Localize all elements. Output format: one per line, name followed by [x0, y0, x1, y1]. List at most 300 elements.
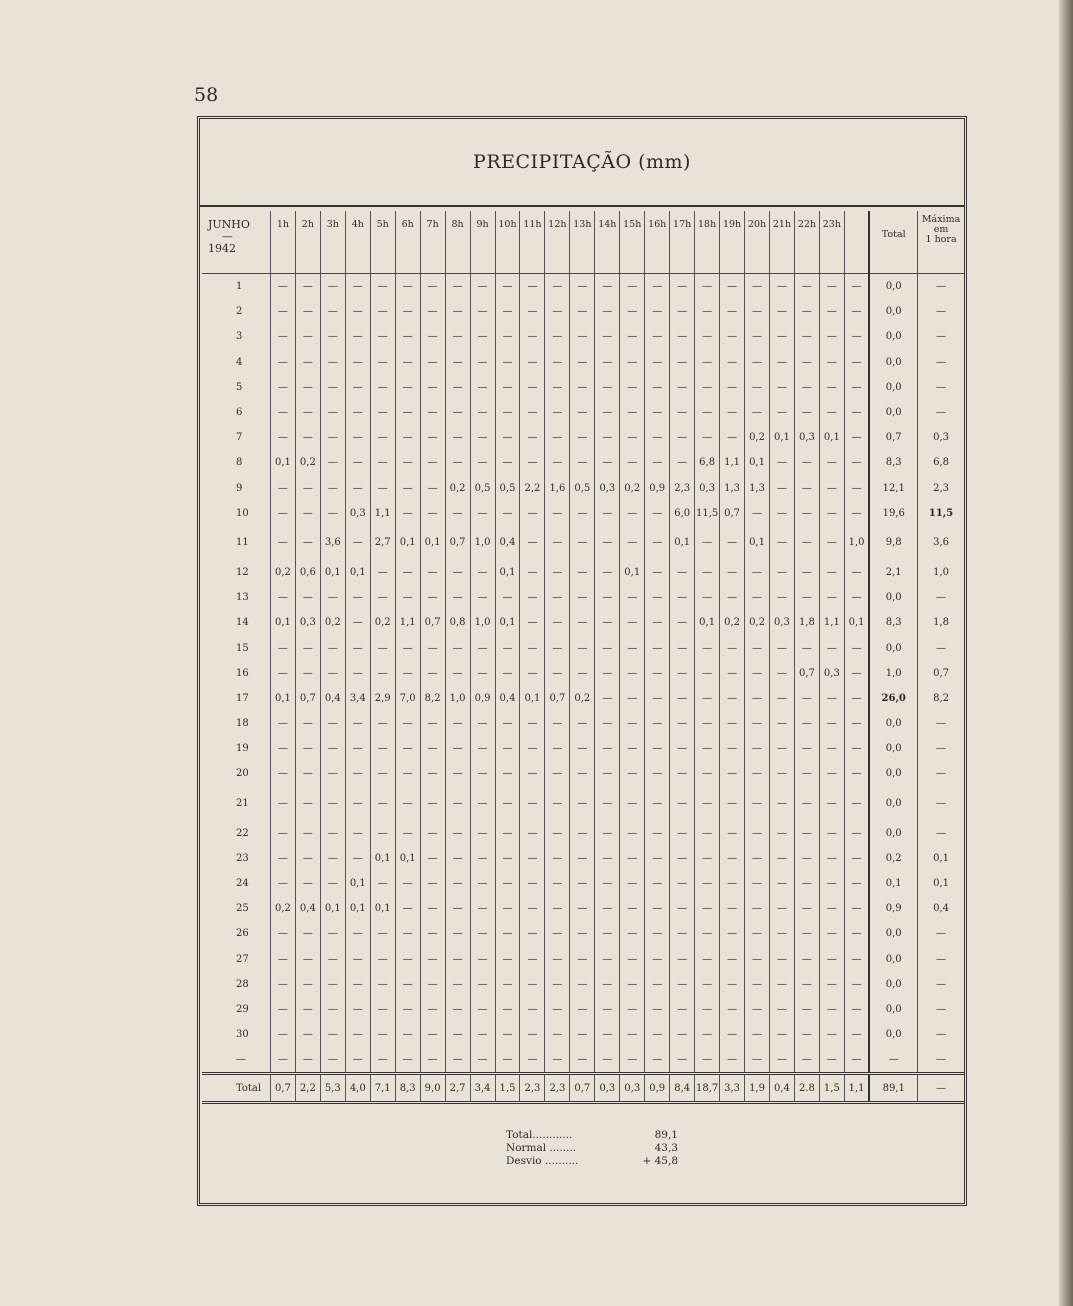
hour-value-cell: — — [670, 972, 695, 997]
hour-value-cell: — — [570, 425, 595, 450]
hour-value-cell: — — [745, 400, 770, 425]
hour-value-cell: — — [420, 450, 445, 475]
hour-value-cell: — — [270, 921, 295, 946]
hour-value-cell: — — [495, 661, 520, 686]
hour-value-cell: — — [520, 711, 545, 736]
day-total-cell: 0,9 — [869, 896, 917, 921]
day-cell: 8 — [236, 457, 243, 469]
hour-value-cell: — — [270, 846, 295, 871]
hour-value-cell: — — [470, 896, 495, 921]
hour-value-cell: — — [445, 274, 470, 300]
summary-total-label: Total............ — [506, 1129, 573, 1141]
hour-value-cell: — — [520, 871, 545, 896]
day-total-cell: 0,0 — [869, 1022, 917, 1047]
hour-value-cell: — — [370, 1047, 395, 1074]
hour-value-cell: 0,3 — [819, 661, 844, 686]
page-number: 58 — [194, 84, 219, 106]
hour-value-cell: — — [395, 274, 420, 300]
hour-value-cell: — — [445, 947, 470, 972]
hour-value-cell: 0,5 — [570, 476, 595, 501]
hour-value-cell: — — [595, 972, 620, 997]
hour-value-cell: 0,8 — [445, 610, 470, 635]
hour-value-cell: — — [844, 476, 869, 501]
hour-value-cell: 0,7 — [295, 686, 320, 711]
hour-value-cell: — — [295, 1047, 320, 1074]
table-row — [202, 661, 964, 686]
hour-value-cell: — — [620, 921, 645, 946]
hour-value-cell: — — [570, 350, 595, 375]
hour-value-cell: — — [320, 299, 345, 324]
hour-value-cell: — — [670, 299, 695, 324]
hour-value-cell: — — [620, 846, 645, 871]
totals-row — [202, 1074, 964, 1102]
hour-value-cell: — — [794, 560, 819, 585]
hour-value-cell: — — [695, 274, 720, 300]
hour-value-cell: — — [844, 947, 869, 972]
hour-total-cell: 0,7 — [270, 1074, 295, 1102]
hour-value-cell: — — [670, 1022, 695, 1047]
hour-value-cell: — — [695, 896, 720, 921]
hour-value-cell: — — [295, 997, 320, 1022]
hour-value-cell: — — [844, 400, 869, 425]
hour-value-cell: — — [445, 711, 470, 736]
day-max-cell: 11,5 — [918, 501, 964, 526]
hour-value-cell: — — [520, 972, 545, 997]
hour-value-cell: — — [645, 686, 670, 711]
hour-value-cell: — — [270, 501, 295, 526]
hour-value-cell: — — [295, 585, 320, 610]
hour-value-cell: — — [645, 921, 670, 946]
hour-value-cell: — — [295, 846, 320, 871]
hour-value-cell: — — [595, 425, 620, 450]
hour-value-cell: — — [270, 425, 295, 450]
hour-value-cell: — — [819, 560, 844, 585]
hour-value-cell: — — [270, 761, 295, 786]
hour-value-cell: — — [570, 871, 595, 896]
hour-value-cell: — — [670, 871, 695, 896]
hour-value-cell: — — [395, 787, 420, 821]
hour-value-cell: — — [345, 400, 370, 425]
hour-value-cell: — — [320, 947, 345, 972]
hour-value-cell: — — [345, 997, 370, 1022]
hour-value-cell: — — [395, 661, 420, 686]
hour-total-cell: 1,9 — [745, 1074, 770, 1102]
hour-value-cell: — — [695, 1047, 720, 1074]
hour-value-cell: — — [270, 1047, 295, 1074]
hour-value-cell: 3,4 — [345, 686, 370, 711]
day-total-cell: 0,0 — [869, 997, 917, 1022]
hour-value-cell: — — [670, 846, 695, 871]
hour-value-cell: 0,1 — [695, 610, 720, 635]
max-hour-header — [918, 211, 964, 274]
hour-value-cell: — — [270, 787, 295, 821]
hour-value-cell: — — [745, 761, 770, 786]
hour-value-cell: 1,1 — [819, 610, 844, 635]
table-row — [202, 400, 964, 425]
hour-value-cell: — — [295, 972, 320, 997]
hour-value-cell: — — [745, 846, 770, 871]
hour-value-cell: — — [844, 585, 869, 610]
table-row — [202, 1022, 964, 1047]
hour-value-cell: — — [270, 375, 295, 400]
hour-value-cell: — — [570, 526, 595, 560]
hour-value-cell: — — [695, 350, 720, 375]
hour-value-cell: — — [770, 375, 795, 400]
hour-header: 3h — [320, 211, 345, 274]
hour-value-cell: — — [645, 635, 670, 660]
hour-value-cell: 0,1 — [370, 846, 395, 871]
hour-value-cell: — — [819, 324, 844, 349]
hour-value-cell: — — [844, 661, 869, 686]
hour-value-cell: — — [420, 400, 445, 425]
hour-value-cell: — — [320, 324, 345, 349]
hour-value-cell: — — [420, 274, 445, 300]
hour-value-cell: — — [320, 274, 345, 300]
hour-value-cell: — — [445, 450, 470, 475]
hour-value-cell: — — [720, 299, 745, 324]
hour-value-cell: — — [819, 526, 844, 560]
hour-value-cell: — — [770, 585, 795, 610]
table-row — [202, 761, 964, 786]
day-cell: 12 — [236, 566, 249, 578]
hour-value-cell: — — [695, 635, 720, 660]
hour-value-cell: — — [770, 761, 795, 786]
day-cell: 29 — [236, 1003, 249, 1015]
hour-value-cell: — — [420, 711, 445, 736]
hour-header: 5h — [370, 211, 395, 274]
day-max-cell: 0,1 — [918, 871, 964, 896]
day-total-cell: 1,0 — [869, 661, 917, 686]
hour-value-cell: — — [595, 821, 620, 846]
day-cell: 18 — [236, 718, 249, 730]
hour-value-cell: — — [794, 686, 819, 711]
hour-value-cell: — — [595, 1047, 620, 1074]
hour-value-cell: — — [819, 947, 844, 972]
hour-value-cell: — — [595, 450, 620, 475]
hour-value-cell: — — [695, 921, 720, 946]
hour-value-cell: — — [295, 821, 320, 846]
hour-value-cell: — — [620, 787, 645, 821]
hour-value-cell: — — [819, 476, 844, 501]
hour-value-cell: — — [495, 425, 520, 450]
totals-label-cell: Total — [202, 1074, 270, 1102]
hour-value-cell: — — [495, 274, 520, 300]
hour-value-cell: — — [370, 736, 395, 761]
hour-value-cell: — — [620, 501, 645, 526]
hour-value-cell: — — [345, 350, 370, 375]
hour-value-cell: — — [645, 947, 670, 972]
hour-value-cell: 0,2 — [295, 450, 320, 475]
day-max-cell: 8,2 — [918, 686, 964, 711]
hour-value-cell: — — [819, 972, 844, 997]
hour-value-cell: — — [570, 585, 595, 610]
hour-header: 23h — [819, 211, 844, 274]
hour-total-cell: 0,3 — [595, 1074, 620, 1102]
hour-value-cell: — — [370, 274, 395, 300]
hour-total-cell: 2.8 — [794, 1074, 819, 1102]
hour-value-cell: — — [745, 560, 770, 585]
hour-header: 2h — [295, 211, 320, 274]
hour-value-cell: — — [470, 921, 495, 946]
hour-value-cell: — — [370, 450, 395, 475]
hour-value-cell: — — [620, 1022, 645, 1047]
hour-value-cell: — — [595, 501, 620, 526]
hour-value-cell: 0,1 — [395, 846, 420, 871]
hour-value-cell: — — [819, 736, 844, 761]
hour-value-cell: 0,2 — [620, 476, 645, 501]
hour-value-cell: 0,2 — [445, 476, 470, 501]
day-total-cell: 8,3 — [869, 450, 917, 475]
hour-header: 22h — [794, 211, 819, 274]
day-max-cell: — — [918, 1022, 964, 1047]
hour-value-cell: 1,6 — [545, 476, 570, 501]
hour-value-cell: 1,0 — [445, 686, 470, 711]
hour-value-cell: — — [695, 1022, 720, 1047]
hour-value-cell: 7,0 — [395, 686, 420, 711]
hour-value-cell: — — [320, 400, 345, 425]
table-row — [202, 846, 964, 871]
hour-value-cell: — — [670, 400, 695, 425]
hour-header: 19h — [720, 211, 745, 274]
hour-value-cell: — — [445, 501, 470, 526]
max-header-line: 1 hora — [925, 234, 957, 245]
hour-value-cell: — — [844, 299, 869, 324]
hour-header: 21h — [770, 211, 795, 274]
hour-value-cell: — — [620, 871, 645, 896]
summary-block — [506, 1129, 678, 1168]
day-max-cell: 0,4 — [918, 896, 964, 921]
hour-value-cell: 0,2 — [270, 560, 295, 585]
hour-value-cell: — — [844, 1047, 869, 1074]
hour-value-cell: — — [844, 501, 869, 526]
hour-value-cell: — — [470, 846, 495, 871]
hour-value-cell: — — [570, 635, 595, 660]
hour-value-cell: — — [645, 400, 670, 425]
hour-value-cell: — — [345, 476, 370, 501]
hour-value-cell: — — [295, 476, 320, 501]
hour-value-cell: — — [395, 871, 420, 896]
day-max-cell: 6,8 — [918, 450, 964, 475]
hour-value-cell: — — [770, 711, 795, 736]
hour-value-cell: — — [545, 425, 570, 450]
hour-value-cell: — — [295, 350, 320, 375]
hour-header: 14h — [595, 211, 620, 274]
hour-value-cell: — — [520, 1022, 545, 1047]
hour-value-cell: — — [794, 711, 819, 736]
month-dash: — — [222, 230, 233, 243]
hour-value-cell: — — [770, 526, 795, 560]
hour-value-cell: — — [470, 350, 495, 375]
hour-value-cell: — — [370, 324, 395, 349]
hour-value-cell: — — [520, 299, 545, 324]
hour-value-cell: — — [595, 736, 620, 761]
hour-value-cell: — — [745, 1022, 770, 1047]
hour-value-cell: — — [695, 425, 720, 450]
total-header: Total — [869, 211, 917, 274]
hour-value-cell: 0,9 — [645, 476, 670, 501]
hour-value-cell: — — [570, 711, 595, 736]
hour-header: 17h — [670, 211, 695, 274]
day-cell: 25 — [236, 903, 249, 915]
day-cell: — — [202, 1047, 270, 1074]
hour-value-cell: — — [794, 501, 819, 526]
hour-value-cell: — — [645, 997, 670, 1022]
hour-value-cell: — — [794, 736, 819, 761]
hour-header: 8h — [445, 211, 470, 274]
day-total-cell: 9,8 — [869, 526, 917, 560]
hour-value-cell: — — [745, 299, 770, 324]
hour-header: 15h — [620, 211, 645, 274]
day-cell: 28 — [236, 978, 249, 990]
hour-value-cell: — — [320, 425, 345, 450]
hour-value-cell: — — [420, 560, 445, 585]
hour-value-cell: — — [470, 661, 495, 686]
hour-value-cell: 1,1 — [395, 610, 420, 635]
hour-value-cell: — — [295, 425, 320, 450]
day-max-cell: — — [918, 1047, 964, 1074]
hour-value-cell: — — [470, 997, 495, 1022]
hour-value-cell: — — [620, 450, 645, 475]
day-total-cell: 0,0 — [869, 350, 917, 375]
hour-value-cell: — — [545, 921, 570, 946]
hour-value-cell: — — [844, 787, 869, 821]
hour-value-cell: — — [770, 871, 795, 896]
hour-value-cell: — — [545, 871, 570, 896]
hour-value-cell: — — [520, 274, 545, 300]
hour-total-cell: 5,3 — [320, 1074, 345, 1102]
hour-value-cell: — — [620, 947, 645, 972]
hour-value-cell: — — [445, 921, 470, 946]
hour-value-cell: — — [295, 526, 320, 560]
hour-value-cell: — — [470, 324, 495, 349]
hour-value-cell: — — [545, 846, 570, 871]
hour-value-cell: — — [695, 526, 720, 560]
hour-value-cell: — — [395, 1022, 420, 1047]
hour-header: 11h — [520, 211, 545, 274]
hour-value-cell: — — [395, 560, 420, 585]
day-cell: 6 — [236, 407, 243, 419]
hour-value-cell: — — [794, 896, 819, 921]
day-max-cell: — — [918, 821, 964, 846]
hour-value-cell: — — [395, 476, 420, 501]
hour-value-cell: — — [844, 425, 869, 450]
hour-value-cell: — — [420, 896, 445, 921]
hour-total-cell: 2,3 — [545, 1074, 570, 1102]
hour-value-cell: — — [720, 736, 745, 761]
hour-value-cell: — — [645, 787, 670, 821]
hour-value-cell: 0,7 — [445, 526, 470, 560]
hour-value-cell: — — [794, 635, 819, 660]
table-row — [202, 560, 964, 585]
hour-value-cell: — — [295, 1022, 320, 1047]
hour-value-cell: — — [395, 350, 420, 375]
hour-value-cell: — — [445, 585, 470, 610]
hour-value-cell: — — [470, 400, 495, 425]
hour-value-cell: — — [320, 635, 345, 660]
hour-value-cell: — — [370, 921, 395, 946]
title-divider — [200, 205, 964, 207]
hour-value-cell: — — [670, 375, 695, 400]
hour-value-cell: — — [770, 921, 795, 946]
hour-value-cell: — — [670, 610, 695, 635]
hour-value-cell: — — [445, 560, 470, 585]
hour-value-cell: — — [620, 350, 645, 375]
hour-value-cell: — — [495, 350, 520, 375]
hour-value-cell: — — [745, 686, 770, 711]
day-cell: 10 — [236, 507, 249, 519]
summary-desvio-label: Desvio .......... — [506, 1155, 579, 1167]
page-edge-shadow — [1059, 0, 1073, 1306]
hour-value-cell: — — [794, 400, 819, 425]
hour-value-cell: — — [395, 400, 420, 425]
hour-value-cell: — — [720, 526, 745, 560]
hour-value-cell: — — [595, 560, 620, 585]
hour-value-cell: — — [819, 711, 844, 736]
hour-value-cell: — — [745, 871, 770, 896]
hour-value-cell: — — [445, 425, 470, 450]
hour-value-cell: — — [645, 846, 670, 871]
hour-value-cell: — — [445, 761, 470, 786]
hour-value-cell: — — [545, 1022, 570, 1047]
hour-value-cell: — — [844, 736, 869, 761]
day-cell: 22 — [236, 827, 249, 839]
hour-value-cell: — — [819, 896, 844, 921]
hour-value-cell: 1,0 — [844, 526, 869, 560]
hour-value-cell: — — [445, 400, 470, 425]
hour-value-cell: — — [745, 921, 770, 946]
day-max-cell: — — [918, 350, 964, 375]
hour-value-cell: — — [595, 997, 620, 1022]
day-total-cell: 0,0 — [869, 761, 917, 786]
hour-value-cell: — — [670, 350, 695, 375]
hour-value-cell: — — [495, 947, 520, 972]
hour-value-cell: — — [670, 635, 695, 660]
hour-value-cell: — — [320, 661, 345, 686]
hour-value-cell: — — [745, 711, 770, 736]
hour-value-cell: — — [670, 686, 695, 711]
hour-value-cell: — — [520, 526, 545, 560]
day-cell: 3 — [236, 331, 243, 343]
table-row — [202, 736, 964, 761]
hour-value-cell: — — [445, 871, 470, 896]
hour-value-cell: — — [370, 350, 395, 375]
hour-value-cell: — — [495, 846, 520, 871]
hour-value-cell: — — [770, 324, 795, 349]
hour-value-cell: — — [395, 947, 420, 972]
hour-value-cell: — — [595, 610, 620, 635]
hour-value-cell: — — [770, 299, 795, 324]
hour-value-cell: — — [745, 821, 770, 846]
hour-value-cell: — — [819, 761, 844, 786]
hour-value-cell: — — [520, 350, 545, 375]
hour-value-cell: — — [545, 585, 570, 610]
hour-value-cell: — — [645, 972, 670, 997]
hour-value-cell: — — [545, 661, 570, 686]
hour-value-cell: — — [370, 661, 395, 686]
hour-value-cell: — — [570, 501, 595, 526]
hour-value-cell: — — [670, 736, 695, 761]
hour-value-cell: — — [470, 761, 495, 786]
hour-value-cell: — — [670, 761, 695, 786]
hour-value-cell: — — [470, 821, 495, 846]
hour-value-cell: — — [445, 997, 470, 1022]
hour-value-cell: — — [670, 947, 695, 972]
hour-value-cell: 0,2 — [745, 425, 770, 450]
hour-value-cell: — — [370, 1022, 395, 1047]
hour-value-cell: — — [595, 846, 620, 871]
hour-value-cell: — — [520, 324, 545, 349]
hour-value-cell: — — [570, 846, 595, 871]
